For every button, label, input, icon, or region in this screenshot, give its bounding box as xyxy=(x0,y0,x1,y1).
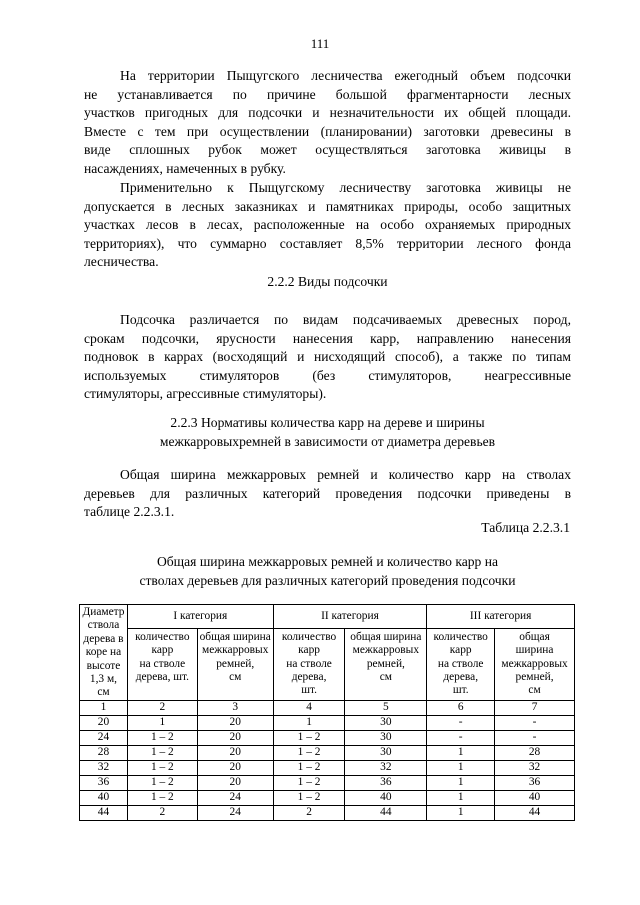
header-text: Диаметр xyxy=(82,606,125,618)
table-cell: 24 xyxy=(197,790,273,805)
subheader-cell xyxy=(495,628,575,700)
category-3-header: III категория xyxy=(427,605,575,629)
text-line: таблице 2.2.3.1. xyxy=(84,504,175,520)
table-cell: - xyxy=(495,715,575,730)
header-text: шт. xyxy=(301,684,317,697)
table-cell: 44 xyxy=(345,805,427,820)
header-text: количество xyxy=(281,630,337,643)
table-cell: 1 – 2 xyxy=(127,745,197,760)
text-line: срокам подсочки, ярусности нанесения карр, направлению нанесения xyxy=(84,330,571,346)
table-cell: 2 xyxy=(273,805,345,820)
table-cell: 1 xyxy=(427,745,495,760)
table-cell: - xyxy=(495,730,575,745)
text-line: насаждениях, намеченных в рубку. xyxy=(84,160,286,176)
table-cell: 1 – 2 xyxy=(273,775,345,790)
table-cell: 1 – 2 xyxy=(273,745,345,760)
table-cell: 24 xyxy=(80,730,128,745)
table-cell: 2 xyxy=(127,805,197,820)
text-line: допускается в лесных заказниках и памятниках природы, особо защитных xyxy=(84,198,571,214)
text-line: не устанавливается по причине большой фрагментарности лесных xyxy=(84,86,571,102)
text-line: подновок в каррах (восходящий и нисходящий способ), а также по типам xyxy=(84,349,571,365)
header-text: дерева в xyxy=(83,632,124,645)
header-text: ремней, xyxy=(366,657,405,670)
table-cell: 28 xyxy=(495,745,575,760)
text-line: территориях), что суммарно составляет 8,5% территории лесного фонда xyxy=(84,235,571,251)
paragraph-tapping-types xyxy=(84,311,571,404)
header-text: межкарровых xyxy=(352,644,420,657)
text-line: лесничества. xyxy=(84,254,159,270)
table-cell: - xyxy=(427,715,495,730)
column-number: 7 xyxy=(495,700,575,715)
header-text: на стволе xyxy=(437,657,484,670)
table-cell: 32 xyxy=(80,760,128,775)
table-cell: 40 xyxy=(345,790,427,805)
diameter-header-cell xyxy=(80,605,128,701)
table-label: Таблица 2.2.3.1 xyxy=(481,520,570,535)
table-cell: 1 xyxy=(427,775,495,790)
table-cell: 1 – 2 xyxy=(127,790,197,805)
table-cell: 20 xyxy=(80,715,128,730)
text-line: Вместе с тем при осуществлении (планировании) заготовки древесины в xyxy=(84,123,571,139)
table-title-line: Общая ширина межкарровых ремней и количество карр на xyxy=(156,554,499,569)
section-heading-2-2-3 xyxy=(84,414,571,451)
table-cell: 1 – 2 xyxy=(127,730,197,745)
heading-line: межкарровыхремней в зависимости от диаметра деревьев xyxy=(159,433,496,449)
table-cell: 20 xyxy=(197,775,273,790)
category-1-header: I категория xyxy=(127,605,273,629)
header-text: ремней, xyxy=(515,670,554,683)
table-cell: 44 xyxy=(80,805,128,820)
header-text: общая ширина xyxy=(350,630,422,643)
column-number: 6 xyxy=(427,700,495,715)
column-number-row xyxy=(80,700,575,715)
table-cell: 36 xyxy=(495,775,575,790)
table-row xyxy=(80,715,575,730)
subheader-cell xyxy=(345,628,427,700)
table-cell: 40 xyxy=(80,790,128,805)
table-cell: 32 xyxy=(345,760,427,775)
table-cell: 1 xyxy=(273,715,345,730)
table-cell: 40 xyxy=(495,790,575,805)
table-cell: 36 xyxy=(80,775,128,790)
table-cell: 1 xyxy=(427,805,495,820)
text-line: Подсочка различается по видам подсачиваемых древесных пород, xyxy=(120,312,571,327)
table-title-line: стволах деревьев для различных категорий проведения подсочки xyxy=(139,572,516,588)
header-text: ремней, xyxy=(216,657,255,670)
header-text: дерева, xyxy=(443,670,479,683)
header-text: см xyxy=(379,670,392,683)
subheader-cell xyxy=(427,628,495,700)
table-cell: 1 xyxy=(127,715,197,730)
header-text: см xyxy=(97,686,110,699)
column-number: 3 xyxy=(197,700,273,715)
header-text: ширина xyxy=(515,644,554,657)
column-number: 1 xyxy=(80,700,128,715)
header-text: на стволе xyxy=(139,657,186,670)
subheader-cell xyxy=(197,628,273,700)
table-cell: 30 xyxy=(345,745,427,760)
table-cell: 28 xyxy=(80,745,128,760)
text-line: стимуляторы, агрессивные стимуляторы). xyxy=(84,386,327,402)
table-cell: 20 xyxy=(197,730,273,745)
header-text: межкарровых xyxy=(501,657,568,670)
header-text: общая xyxy=(519,630,550,643)
text-line: Применительно к Пыщугскому лесничеству заготовка живицы не xyxy=(120,180,571,195)
column-number: 4 xyxy=(273,700,345,715)
text-line: участках лесов в лесах, расположенные на особо охраняемых природных xyxy=(84,217,571,233)
table-cell: 1 – 2 xyxy=(127,775,197,790)
header-text: дерева, шт. xyxy=(135,670,190,683)
table-row xyxy=(80,790,575,805)
table-row xyxy=(80,805,575,820)
table-cell: 1 – 2 xyxy=(127,760,197,775)
header-text: дерева, xyxy=(291,670,327,683)
heading-line: 2.2.3 Нормативы количества карр на дереве и ширины xyxy=(170,415,485,430)
table-cell: 20 xyxy=(197,760,273,775)
category-2-header: II категория xyxy=(273,605,427,629)
table-cell: 20 xyxy=(197,745,273,760)
header-text: коре на xyxy=(85,646,122,659)
text-line: На территории Пыщугского лесничества ежегодный объем подсочки xyxy=(120,68,571,83)
header-text: карр xyxy=(449,644,472,657)
section-heading-2-2-2: 2.2.2 Виды подсочки xyxy=(267,274,388,289)
header-text: количество xyxy=(433,630,488,643)
table-cell: - xyxy=(427,730,495,745)
header-text: ствола xyxy=(87,619,120,632)
norms-table xyxy=(79,604,575,821)
header-text: карр xyxy=(298,644,320,657)
paragraph-felling-volume xyxy=(84,67,571,179)
table-cell: 30 xyxy=(345,715,427,730)
table-cell: 30 xyxy=(345,730,427,745)
header-text: количество xyxy=(135,630,190,643)
table-cell: 1 xyxy=(427,760,495,775)
text-line: деревьев для различных категорий проведения подсочки приведены в xyxy=(84,485,571,501)
header-text: шт. xyxy=(452,684,469,697)
header-text: на стволе xyxy=(286,657,332,670)
table-cell: 1 – 2 xyxy=(273,730,345,745)
table-row xyxy=(80,745,575,760)
table-row xyxy=(80,760,575,775)
subheader-cell xyxy=(127,628,197,700)
header-text: см xyxy=(229,670,242,683)
paragraph-restrictions xyxy=(84,179,571,272)
table-row xyxy=(80,775,575,790)
header-text: 1,3 м, xyxy=(89,673,118,686)
table-cell: 1 – 2 xyxy=(273,760,345,775)
table-row xyxy=(80,730,575,745)
text-line: участков пригодных для подсочки и незначительности их общей площади. xyxy=(84,105,571,121)
paragraph-table-intro xyxy=(84,466,571,522)
header-text: высоте xyxy=(86,659,121,672)
column-number: 5 xyxy=(345,700,427,715)
subheader-cell xyxy=(273,628,345,700)
text-line: используемых стимуляторов (без стимуляторов, неагрессивные xyxy=(84,367,571,383)
table-cell: 44 xyxy=(495,805,575,820)
table-subheader-row xyxy=(80,628,575,700)
table-cell: 24 xyxy=(197,805,273,820)
text-line: Общая ширина межкарровых ремней и количество карр на стволах xyxy=(120,467,571,482)
table-cell: 1 – 2 xyxy=(273,790,345,805)
table-cell: 1 xyxy=(427,790,495,805)
header-text: карр xyxy=(151,644,174,657)
header-text: общая ширина xyxy=(199,630,271,643)
table-cell: 36 xyxy=(345,775,427,790)
table-title xyxy=(84,553,571,590)
header-text: межкарровых xyxy=(202,644,269,657)
page-number: 111 xyxy=(310,36,330,51)
header-text: см xyxy=(528,684,541,697)
table-header-row xyxy=(80,605,575,629)
table-cell: 32 xyxy=(495,760,575,775)
text-line: виде сплошных рубок может осуществляться заготовка живицы в xyxy=(84,142,571,158)
column-number: 2 xyxy=(127,700,197,715)
table-cell: 20 xyxy=(197,715,273,730)
